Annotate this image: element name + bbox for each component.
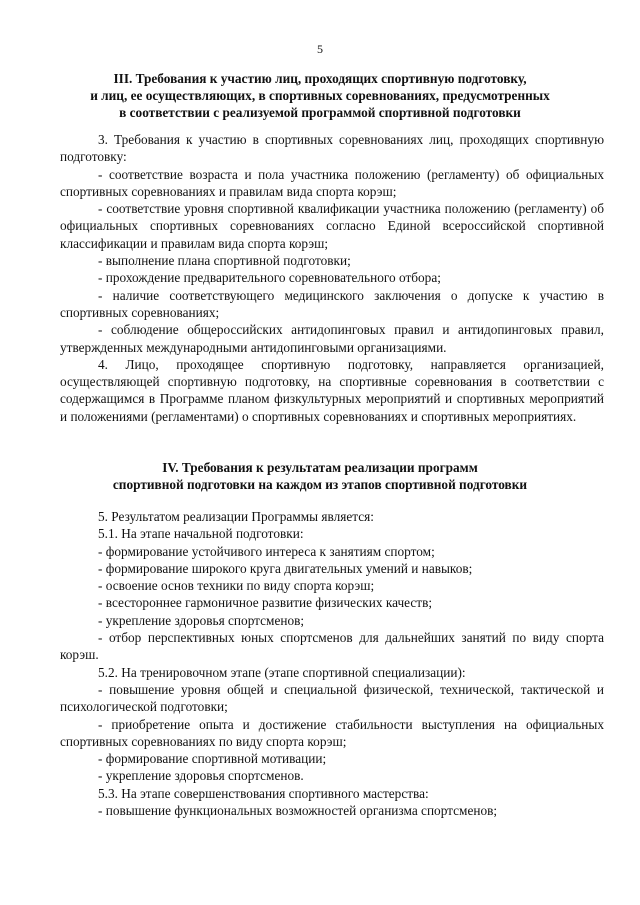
list-item: - освоение основ техники по виду спорта корэш;	[98, 578, 375, 594]
list-item: - повышение уровня общей и специальной физической, технической, тактической и психологической подготовки;	[60, 681, 604, 715]
list-item: - формирование устойчивого интереса к занятиям спортом;	[98, 543, 435, 559]
list-item: - приобретение опыта и достижение стабильности выступления на официальных спортивных соревнованиях по виду спорта корэш;	[60, 716, 604, 749]
paragraph-4: 4. Лицо, проходящее спортивную подготовку, направляется организацией, осуществляющей спортивную подготовку, на спортивные соревнования в соответствии с содержащимся в Программе планом физкультурных мероприятий и спортивных мероприятий и положениями (регламентами) о спортивных соревнованиях и спортивных мероприятиях.	[60, 356, 604, 424]
list-item: - соответствие уровня спортивной квалификации участника положению (регламенту) об официальных спортивных соревнованиях согласно Единой всероссийской спортивной классификации и правилам вида спорта корэш;	[60, 201, 604, 251]
list-item: - выполнение плана спортивной подготовки;	[98, 253, 351, 269]
list-item: - соблюдение общероссийских антидопинговых правил и антидопинговых правил, утвержденных международными антидопинговыми организациями.	[60, 322, 604, 355]
section-4-heading-line: спортивной подготовки на каждом из этапов спортивной подготовки	[112, 477, 528, 492]
stage-3-title: 5.3. На этапе совершенствования спортивного мастерства:	[98, 785, 429, 801]
stage-2-title: 5.2. На тренировочном этапе (этапе спортивной специализации):	[98, 664, 466, 680]
paragraph-5-intro: 5. Результатом реализации Программы является:	[98, 509, 374, 524]
section-3-heading-line: и лиц, ее осуществляющих, в спортивных соревнованиях, предусмотренных	[90, 88, 550, 103]
section-4-heading	[52, 459, 588, 493]
section-3-body	[60, 131, 604, 425]
section-4-body	[60, 508, 604, 819]
list-item: - прохождение предварительного соревновательного отбора;	[98, 270, 441, 286]
section-3-heading	[52, 70, 588, 121]
stage-1-title: 5.1. На этапе начальной подготовки:	[98, 526, 304, 542]
list-item: - всестороннее гармоничное развитие физических качеств;	[98, 595, 433, 611]
list-item: - повышение функциональных возможностей организма спортсменов;	[98, 803, 498, 819]
section-3-heading-line: III. Требования к участию лиц, проходящих спортивную подготовку,	[113, 71, 527, 86]
paragraph-3-intro: 3. Требования к участию в спортивных соревнованиях лиц, проходящих спортивную подготовку:	[60, 132, 604, 165]
list-item: - формирование широкого круга двигательных умений и навыков;	[98, 560, 473, 576]
list-item: - укрепление здоровья спортсменов.	[98, 768, 304, 784]
section-3-heading-line: в соответствии с реализуемой программой спортивной подготовки	[119, 105, 521, 120]
list-item: - формирование спортивной мотивации;	[98, 751, 327, 767]
list-item: - соответствие возраста и пола участника положению (регламенту) об официальных спортивных соревнованиях и правилам вида спорта корэш;	[60, 166, 604, 199]
section-4-heading-line: IV. Требования к результатам реализации программ	[162, 460, 478, 475]
list-item: - наличие соответствующего медицинского заключения о допуске к участию в спортивных соревнованиях;	[60, 287, 604, 320]
list-item: - отбор перспективных юных спортсменов для дальнейших занятий по виду спорта корэш.	[60, 630, 604, 663]
page-number: 5	[317, 42, 323, 56]
list-item: - укрепление здоровья спортсменов;	[98, 612, 305, 628]
